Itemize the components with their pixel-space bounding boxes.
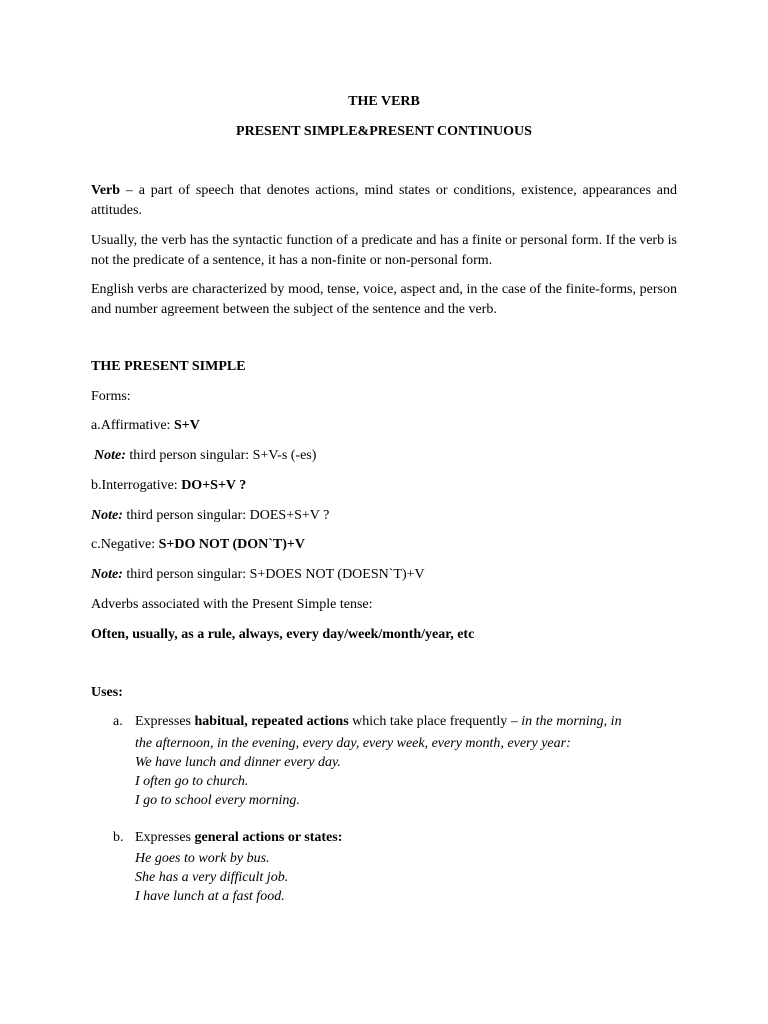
- adverbs-intro: Adverbs associated with the Present Simple tense:: [91, 597, 373, 612]
- note-text: third person singular: DOES+S+V ?: [122, 508, 330, 523]
- use-a-bold: habitual, repeated actions: [194, 714, 349, 729]
- example-sentence: I have lunch at a fast food.: [135, 889, 285, 904]
- intro-paragraph-3: English verbs are characterized by mood, tense, voice, aspect and, in the case of the finite-forms, person and number agreement between the subject of the sentence and the verb.: [91, 282, 677, 317]
- use-b-line-1: [135, 830, 342, 846]
- interrogative-formula: DO+S+V ?: [181, 478, 247, 493]
- note-text: third person singular: S+DOES NOT (DOESN`T)+V: [122, 567, 425, 582]
- use-b-bold: general actions or states:: [194, 830, 343, 845]
- negative-form: [91, 537, 305, 553]
- verb-term: Verb: [91, 183, 121, 198]
- negative-formula: S+DO NOT (DON`T)+V: [158, 537, 306, 552]
- interrogative-form: [91, 478, 246, 494]
- page-subtitle: PRESENT SIMPLE&PRESENT CONTINUOUS: [236, 124, 532, 139]
- use-a-lead: Expresses: [135, 714, 195, 729]
- forms-label: Forms:: [91, 389, 131, 404]
- use-a-line-2: the afternoon, in the evening, every day, every week, every month, every year:: [135, 736, 571, 751]
- example-sentence: He goes to work by bus.: [135, 851, 270, 866]
- note-text: third person singular: S+V-s (-es): [125, 448, 317, 463]
- intro-paragraph-2: Usually, the verb has the syntactic function of a predicate and has a finite or personal form. If the verb is not the predicate of a sentence, it has a non-finite or non-personal form.: [91, 233, 677, 268]
- list-marker: b.: [113, 830, 124, 845]
- example-sentence: She has a very difficult job.: [135, 870, 289, 885]
- list-marker: a.: [113, 714, 123, 729]
- note-label: Note:: [91, 508, 123, 523]
- interrogative-label: b.Interrogative:: [91, 478, 182, 493]
- use-b-lead: Expresses: [135, 830, 195, 845]
- note-label: Note:: [94, 448, 126, 463]
- page-title: THE VERB: [348, 94, 420, 109]
- intro-paragraph-1: [91, 181, 677, 221]
- example-sentence: We have lunch and dinner every day.: [135, 755, 341, 770]
- use-a-italic-1: in the morning, in: [521, 714, 622, 729]
- note-label: Note:: [91, 567, 123, 582]
- verb-definition: – a part of speech that denotes actions, mind states or conditions, existence, appearances and attitudes.: [91, 183, 677, 218]
- note-interrogative: [91, 508, 329, 524]
- affirmative-form: [91, 418, 200, 434]
- affirmative-formula: S+V: [173, 418, 200, 433]
- note-negative: [91, 567, 425, 583]
- example-sentence: I often go to church.: [135, 774, 249, 789]
- use-a-line-1: [135, 714, 622, 730]
- note-affirmative: [94, 448, 316, 464]
- use-a-mid: which take place frequently –: [348, 714, 522, 729]
- affirmative-label: a.Affirmative:: [91, 418, 174, 433]
- adverbs-list: Often, usually, as a rule, always, every day/week/month/year, etc: [91, 627, 475, 642]
- uses-heading: Uses:: [91, 685, 123, 700]
- example-sentence: I go to school every morning.: [135, 793, 300, 808]
- section-heading-present-simple: THE PRESENT SIMPLE: [91, 359, 246, 374]
- negative-label: c.Negative:: [91, 537, 159, 552]
